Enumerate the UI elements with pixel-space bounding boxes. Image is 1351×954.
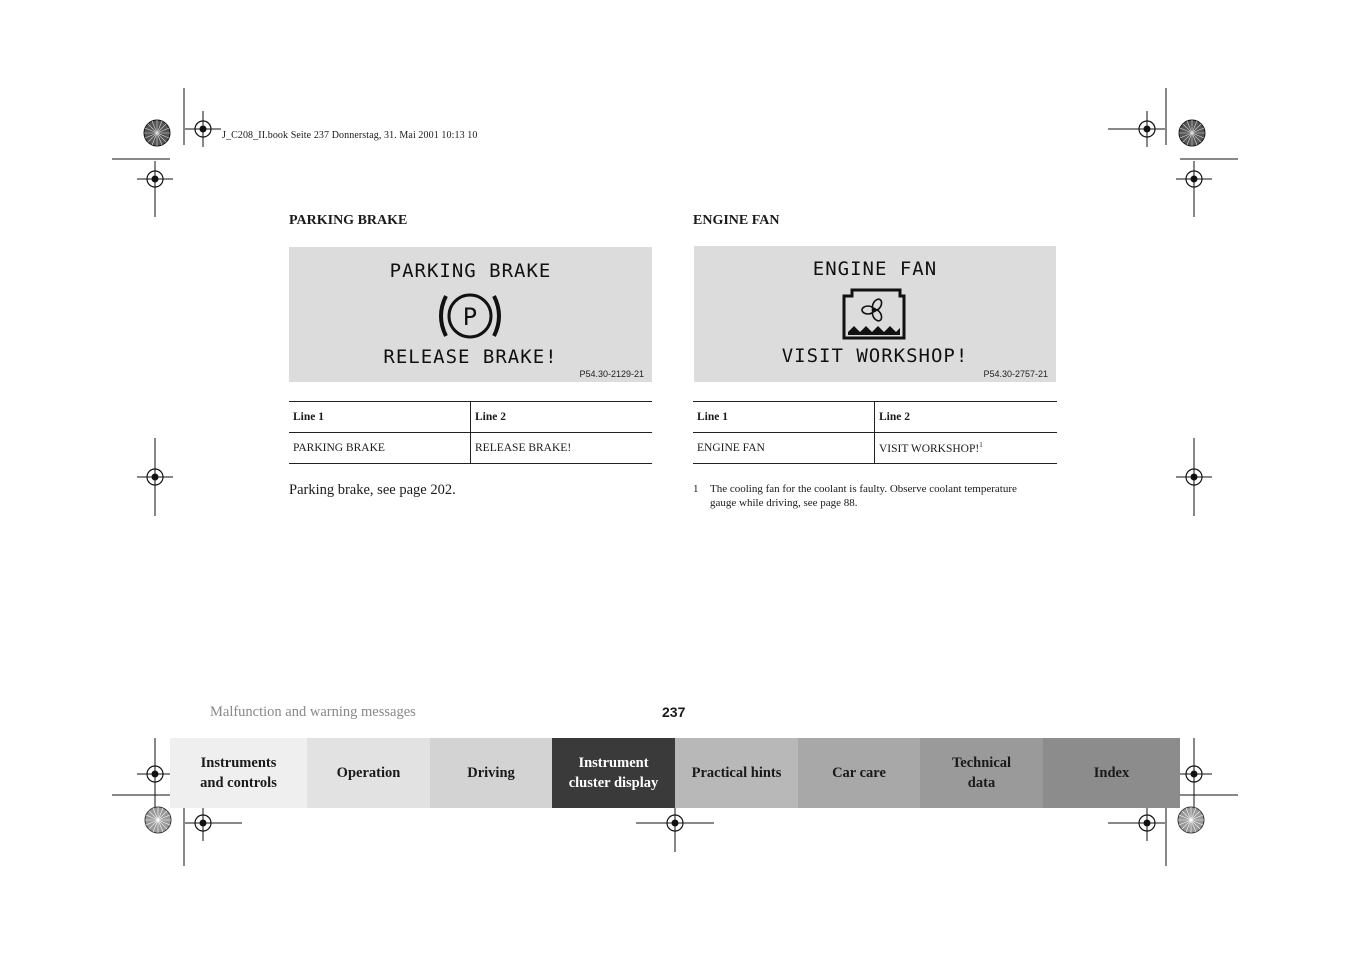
- display-line-2: VISIT WORKSHOP!: [781, 345, 969, 367]
- engine-fan-table: [693, 401, 1057, 464]
- display-line-1: PARKING BRAKE: [389, 260, 552, 282]
- display-line-1: ENGINE FAN: [812, 258, 938, 280]
- tab-label-line2: data: [967, 775, 996, 791]
- tab-label-line2: cluster display: [568, 775, 659, 791]
- table-cell: [875, 433, 1058, 464]
- tab-label: Operation: [336, 765, 401, 781]
- table-cell: RELEASE BRAKE!: [471, 433, 653, 464]
- tab-label: Practical hints: [691, 765, 782, 781]
- parking-brake-table: [289, 401, 652, 464]
- page-number: 237: [662, 704, 686, 720]
- tab-label: Index: [1093, 765, 1130, 781]
- tab-label-line1: Instrument: [578, 755, 649, 771]
- table-header-row: [289, 402, 652, 433]
- tab-label: Car care: [832, 765, 886, 781]
- tab-technical-data[interactable]: [920, 738, 1043, 808]
- tab-label: Driving: [467, 765, 515, 781]
- footnote: [693, 482, 1033, 512]
- print-header: J_C208_II.book Seite 237 Donnerstag, 31. Mai 2001 10:13 10: [222, 130, 478, 141]
- tab-index[interactable]: [1043, 738, 1180, 808]
- table-header-cell: Line 1: [289, 402, 471, 433]
- parking-brake-note: Parking brake, see page 202.: [289, 482, 456, 498]
- tab-car-care[interactable]: [798, 738, 920, 808]
- tab-practical-hints[interactable]: [675, 738, 798, 808]
- tab-label-line2: and controls: [200, 775, 277, 791]
- footnote-text: The cooling fan for the coolant is faulty. Observe coolant temperature gauge while driving, see page 88.: [710, 483, 1017, 509]
- figure-code: P54.30-2129-21: [579, 369, 644, 379]
- table-cell: ENGINE FAN: [693, 433, 875, 464]
- parking-brake-icon: [432, 288, 508, 344]
- table-header-cell: Line 2: [471, 402, 653, 433]
- engine-fan-display: [694, 246, 1056, 382]
- engine-fan-icon: [838, 286, 912, 342]
- footnote-number: 1: [693, 483, 699, 495]
- table-header-cell: Line 2: [875, 402, 1058, 433]
- table-header-row: [693, 402, 1057, 433]
- section-title-engine-fan: ENGINE FAN: [693, 213, 780, 228]
- chapter-tabs: [170, 738, 1180, 808]
- footnote-ref: 1: [979, 441, 983, 450]
- svg-text:P: P: [462, 303, 478, 331]
- tab-operation[interactable]: [307, 738, 430, 808]
- table-row: [289, 433, 652, 464]
- tab-label-line1: Technical: [951, 755, 1012, 771]
- table-row: [693, 433, 1057, 464]
- table-cell: PARKING BRAKE: [289, 433, 471, 464]
- tab-driving[interactable]: [430, 738, 552, 808]
- tab-instrument-cluster-display[interactable]: [552, 738, 675, 808]
- figure-code: P54.30-2757-21: [983, 369, 1048, 379]
- table-cell-text: VISIT WORKSHOP!: [879, 442, 980, 455]
- tab-instruments-and-controls[interactable]: [170, 738, 307, 808]
- tab-label-line1: Instruments: [200, 755, 277, 771]
- table-header-cell: Line 1: [693, 402, 875, 433]
- running-title: Malfunction and warning messages: [210, 704, 416, 720]
- parking-brake-display: [289, 247, 652, 382]
- display-line-2: RELEASE BRAKE!: [383, 346, 558, 368]
- section-title-parking-brake: PARKING BRAKE: [289, 213, 408, 228]
